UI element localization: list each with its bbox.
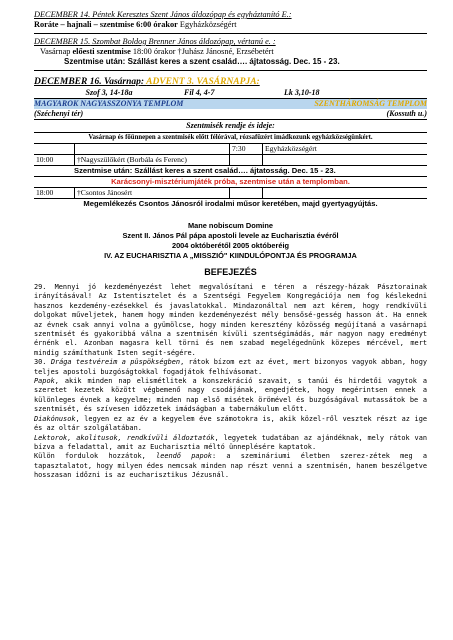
- church-row: [34, 99, 427, 109]
- dec15-devotion: Szentmise után: Szállást keres a szent család…. ájtatosság. Dec. 15 - 23.: [64, 57, 340, 66]
- mass-schedule: [34, 143, 427, 209]
- paragraph-seminarians: [34, 452, 427, 480]
- table-row: [34, 144, 427, 155]
- rehearsal-note: Karácsonyi-misztériumjáték próba, szentmise után a templomban.: [34, 177, 427, 188]
- dec16-heading: DECEMBER 16. Vasárnap: ADVENT 3. VASÁRNAPJA:: [34, 77, 260, 87]
- dec14-block: [34, 10, 427, 30]
- paragraph-text: , rátok bízom ezt az évet, mert bizonyos vagyok abban, hogy teljes apostoli buzgóságtokkal fogadjátok felhívásomat.: [34, 358, 427, 376]
- text-cell: [263, 188, 428, 199]
- table-row: [34, 199, 427, 210]
- dec15-mass: [34, 47, 427, 57]
- letter-chapter: IV. AZ EUCHARISZTIA A „MISSZIÓ" KIINDULÓPONTJA ÉS PROGRAMJA: [104, 251, 357, 260]
- time-cell: 7:30: [230, 144, 263, 155]
- paragraph-deacons: [34, 415, 427, 434]
- church-left: MAGYAROK NAGYASSZONYA TEMPLOM: [34, 99, 184, 108]
- text-cell: [263, 155, 428, 166]
- paragraph-lectors: [34, 434, 427, 453]
- dec16-readings: [34, 88, 427, 99]
- letter-title: Mane nobiscum Domine: [187, 221, 273, 230]
- dec15-block: [34, 37, 427, 67]
- address-lectors: Lektorok, akolitusok, rendkívüli áldoztatók: [34, 433, 215, 442]
- dec15-heading: [34, 37, 427, 47]
- letter-section: [34, 221, 427, 481]
- paragraph-30: [34, 358, 427, 377]
- text-cell: †Csontos Jánosért: [75, 188, 230, 199]
- paragraph-text: , akik minden nap elismétlitek a konszekráció szavait, s tanúi és hirdetői vagytok a szeretet kezetek között végbemenő nagy csodájának, engedjétek, hogy megérintsen ennek a különleges évnek a kegyelme; minden nap első misétek örömével és buzgóságával mutassátok be a szentmisét, és szívesen időzzetek imádságban a tabernákulum előtt.: [34, 377, 427, 414]
- address-bishops: Drága testvéreim a püspökségben: [50, 358, 181, 367]
- text-cell: Egyházközségért: [263, 144, 428, 155]
- dec14-date: DECEMBER 14.: [34, 10, 91, 19]
- dec14-mass: [34, 20, 427, 30]
- table-row: [34, 188, 427, 199]
- text-cell: [75, 144, 230, 155]
- dec15-mass-intention: 18:00 órakor †Juhász Jánosné, Erzsébetért: [130, 47, 274, 56]
- dec15-title: Szombat Boldog Brenner János áldozópap, vértanú e. :: [90, 37, 276, 46]
- paragraph-priests: [34, 377, 427, 415]
- letter-period: 2004 októberétől 2005 októberéig: [171, 241, 290, 250]
- text-cell: †Nagyszülőkért (Borbála és Ferenc): [75, 155, 230, 166]
- paragraph-text: , legyen ez az év a kegyelem éve számotokra is, akik közel-ről vesztek részt az ige és az oltár szolgálatában.: [34, 414, 427, 433]
- dec15-mass-day: Vasárnap: [40, 47, 73, 56]
- dec16-block: [34, 76, 427, 209]
- table-row: [34, 155, 427, 166]
- dec16-date: DECEMBER 16. Vasárnap: [34, 77, 141, 87]
- dec14-mass-time: Roráte – hajnali – szentmise 6:00 órakor: [34, 20, 178, 29]
- rosary-note: Vasárnap és főünnepen a szentmisék előtt félórával, rózsafüzért imádkozunk egyházközségünkért.: [88, 134, 373, 141]
- dec14-title: Péntek Keresztes Szent János áldozópap és egyháztanító E.:: [90, 10, 292, 19]
- time-cell: 10:00: [34, 155, 75, 166]
- paragraph-text: , legyetek tudatában az ajándéknak, mely rátok van bízva a feladattal, amit az Eucharisztia méltó ünneplésére kaptatok.: [34, 433, 427, 451]
- time-cell: [230, 155, 263, 166]
- reading-1: Szof 3, 14-18a: [85, 88, 133, 97]
- divider: [34, 70, 427, 71]
- dec14-mass-intention: Egyházközségért: [177, 20, 237, 29]
- letter-body: [34, 283, 427, 481]
- devotion-note: Szentmise után: Szállást keres a szent család…. ájtatosság. Dec. 15 - 23.: [34, 166, 427, 177]
- street-left: (Széchenyi tér): [34, 109, 84, 118]
- street-right: (Kossuth u.): [386, 109, 427, 118]
- dec16-advent: ADVENT 3. VASÁRNAPJA:: [146, 77, 260, 87]
- dec15-mass-type: előesti szentmise: [72, 47, 131, 56]
- reading-3: Lk 3,10-18: [284, 88, 320, 97]
- memorial-note: Megemlékezés Csontos Jánosról irodalmi műsor keretében, majd gyertyagyújtás.: [34, 199, 427, 210]
- time-cell: 18:00: [34, 188, 75, 199]
- table-row: [34, 166, 427, 177]
- dec14-heading: [34, 10, 427, 20]
- paragraph-29: 29. Mennyi jó kezdeményezést lehet megvalósítani e téren a részegy-házak Pásztorainak irányításával! Az Istentisztelet és a Szentségi Fegyelem Kongregációja nem fog késlekedni hasznos kezdemény-ezésekkel és javaslatokkal. Mindazonáltal nem azt kérem, hogy rendkívüli dolgokat műveljetek, hanem hogy minden kezdeményezést mély bensősé-gesség hasson át. Ha ennek az évnek csak annyi volna a gyümölcse, hogy minden keresztény közösség megújítaná a vasárnapi szentmisét és gyakoribbá válna a szentmisén kívüli szentségimádás, már nagyon nagy eredményt érnénk el. Azonban magasra kell törni és nem szabad megelégednünk közepes mércével, mert mindig számíthatunk Isten segít-ségére.: [34, 283, 427, 357]
- time-cell: [34, 144, 75, 155]
- divider: [34, 33, 427, 34]
- mass-order-title: Szentmisék rendje és ideje:: [34, 120, 427, 133]
- table-row: [34, 177, 427, 188]
- section-heading: BEFEJEZÉS: [204, 267, 257, 277]
- paragraph-text: : a szemináriumi életben szerez-zétek meg a tapasztalatot, hogy milyen édes nemcsak minden nap részt venni a szentmisén, hanem beszélgetve hosszasan időzni is az eucharisztikus Jézusnál.: [34, 452, 427, 480]
- street-row: [34, 109, 427, 120]
- address-seminarians: leendő papok: [156, 452, 212, 461]
- address-deacons: Diakónusok: [34, 414, 76, 423]
- church-right: SZENTHÁROMSÁG TEMPLOM: [314, 99, 427, 108]
- paragraph-text: Külön fordulok hozzátok,: [34, 452, 157, 461]
- address-priests: Papok: [34, 377, 55, 386]
- dec15-date: DECEMBER 15.: [34, 37, 91, 46]
- reading-2: Fil 4, 4-7: [184, 88, 215, 97]
- letter-subtitle: Szent II. János Pál pápa apostoli levele az Eucharisztia évéről: [122, 231, 339, 240]
- time-cell: [230, 188, 263, 199]
- bulletin-page: [34, 10, 427, 481]
- paragraph-number: 30.: [34, 358, 51, 367]
